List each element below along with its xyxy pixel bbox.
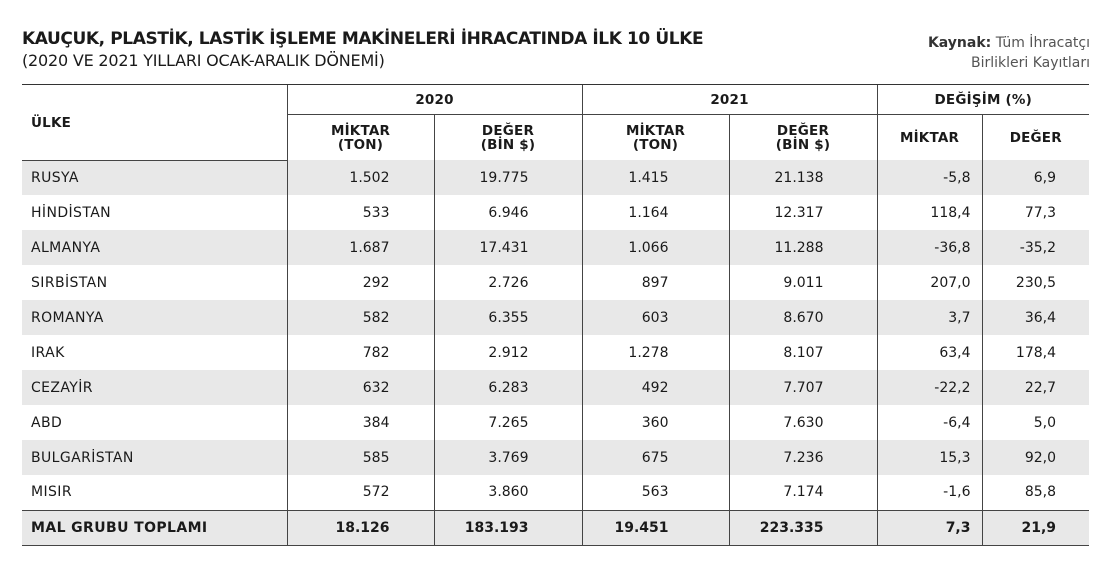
cell-val-2021: 11.288 [729,230,877,265]
cell-val-2021: 7.174 [729,475,877,510]
cell-qty-2021: 360 [582,405,729,440]
cell-country: IRAK [31,344,65,361]
cell-val-2021: 9.011 [729,265,877,300]
cell-total-qty-2021: 19.451 [582,510,729,545]
cell-change-val: 22,7 [982,370,1089,405]
cell-qty-2021: 1.164 [582,195,729,230]
table-row [22,300,1089,335]
header-change-val: DEĞER [982,115,1089,161]
header-change: DEĞİŞİM (%) [877,85,1089,115]
cell-total-val-2020: 183.193 [434,510,582,545]
total-row [22,510,1089,545]
cell-qty-2020: 582 [287,300,434,335]
cell-country: MISIR [31,484,72,501]
cell-change-qty: 63,4 [877,335,982,370]
cell-qty-2021: 675 [582,440,729,475]
cell-change-qty: 15,3 [877,440,982,475]
cell-val-2021: 7.630 [729,405,877,440]
cell-val-2021: 7.707 [729,370,877,405]
cell-val-2021: 8.670 [729,300,877,335]
source-line1: Tüm İhracatçı [995,35,1090,51]
table-row [22,440,1089,475]
cell-qty-2020: 782 [287,335,434,370]
header-qty-2020: MİKTAR (TON) [287,115,434,161]
header-year-2020: 2020 [287,85,582,115]
cell-change-qty: -6,4 [877,405,982,440]
cell-change-qty: -36,8 [877,230,982,265]
cell-change-val: 178,4 [982,335,1089,370]
cell-val-2020: 6.283 [434,370,582,405]
cell-qty-2021: 603 [582,300,729,335]
table-row [22,405,1089,440]
cell-qty-2021: 1.415 [582,160,729,195]
cell-change-val: 6,9 [982,160,1089,195]
cell-change-val: 92,0 [982,440,1089,475]
cell-total-change-qty: 7,3 [877,510,982,545]
cell-change-val: 77,3 [982,195,1089,230]
table-row [22,335,1089,370]
cell-country: ROMANYA [22,300,287,335]
source-label: Kaynak: [927,35,992,51]
table-row [22,195,1089,230]
cell-country: SIRBİSTAN [31,274,108,291]
cell-val-2020: 6.946 [434,195,582,230]
cell-qty-2020: 1.502 [287,160,434,195]
cell-val-2021: 12.317 [729,195,877,230]
cell-change-qty: 207,0 [877,265,982,300]
cell-country: BULGARİSTAN [22,440,287,475]
cell-val-2020: 6.355 [434,300,582,335]
cell-change-val: 5,0 [982,405,1089,440]
cell-change-val: -35,2 [982,230,1089,265]
cell-val-2020: 2.912 [434,335,582,370]
header-qty-2021: MİKTAR (TON) [582,115,729,161]
cell-change-qty: -22,2 [877,370,982,405]
cell-qty-2021: 1.066 [582,230,729,265]
cell-qty-2021: 897 [582,265,729,300]
table-row [22,265,1089,300]
cell-qty-2020: 632 [287,370,434,405]
cell-country: HİNDİSTAN [31,204,112,221]
cell-total-qty-2020: 18.126 [287,510,434,545]
cell-val-2020: 19.775 [434,160,582,195]
header-year-2021: 2021 [582,85,877,115]
page-title: KAUÇUK, PLASTİK, LASTİK İŞLEME MAKİNELERİ İHRACATINDA İLK 10 ÜLKE [22,29,704,49]
cell-qty-2020: 533 [287,195,434,230]
cell-country: RUSYA [22,160,287,195]
cell-val-2021: 7.236 [729,440,877,475]
cell-qty-2021: 1.278 [582,335,729,370]
cell-country: CEZAYİR [22,370,287,405]
cell-qty-2021: 563 [582,475,729,510]
cell-country: ALMANYA [22,230,287,265]
cell-val-2021: 8.107 [729,335,877,370]
cell-change-qty: -5,8 [877,160,982,195]
page-subtitle: (2020 VE 2021 YILLARI OCAK-ARALIK DÖNEMİ) [22,51,385,70]
cell-qty-2020: 572 [287,475,434,510]
cell-qty-2021: 492 [582,370,729,405]
source-note [928,33,1090,73]
header-change-qty: MİKTAR [877,115,982,161]
cell-change-val: 36,4 [982,300,1089,335]
cell-change-val: 85,8 [982,475,1089,510]
header-val-2020: DEĞER (BİN $) [434,115,582,161]
cell-val-2020: 7.265 [434,405,582,440]
cell-total-change-val: 21,9 [982,510,1089,545]
cell-val-2020: 3.860 [434,475,582,510]
cell-qty-2020: 384 [287,405,434,440]
source-line2: Birlikleri Kayıtları [970,55,1090,71]
cell-change-qty: 118,4 [877,195,982,230]
cell-change-qty: -1,6 [877,475,982,510]
table-row [22,475,1089,510]
cell-qty-2020: 292 [287,265,434,300]
table-row [22,230,1089,265]
header-val-2021: DEĞER (BİN $) [729,115,877,161]
table-row [22,370,1089,405]
cell-val-2020: 17.431 [434,230,582,265]
cell-val-2020: 3.769 [434,440,582,475]
cell-val-2020: 2.726 [434,265,582,300]
cell-country: ABD [31,414,63,431]
header-country: ÜLKE [22,85,287,161]
cell-total-val-2021: 223.335 [729,510,877,545]
cell-change-val: 230,5 [982,265,1089,300]
cell-qty-2020: 1.687 [287,230,434,265]
cell-qty-2020: 585 [287,440,434,475]
cell-change-qty: 3,7 [877,300,982,335]
cell-val-2021: 21.138 [729,160,877,195]
cell-total-label: MAL GRUBU TOPLAMI [22,510,287,545]
table-row [22,160,1089,195]
export-table [22,84,1089,546]
